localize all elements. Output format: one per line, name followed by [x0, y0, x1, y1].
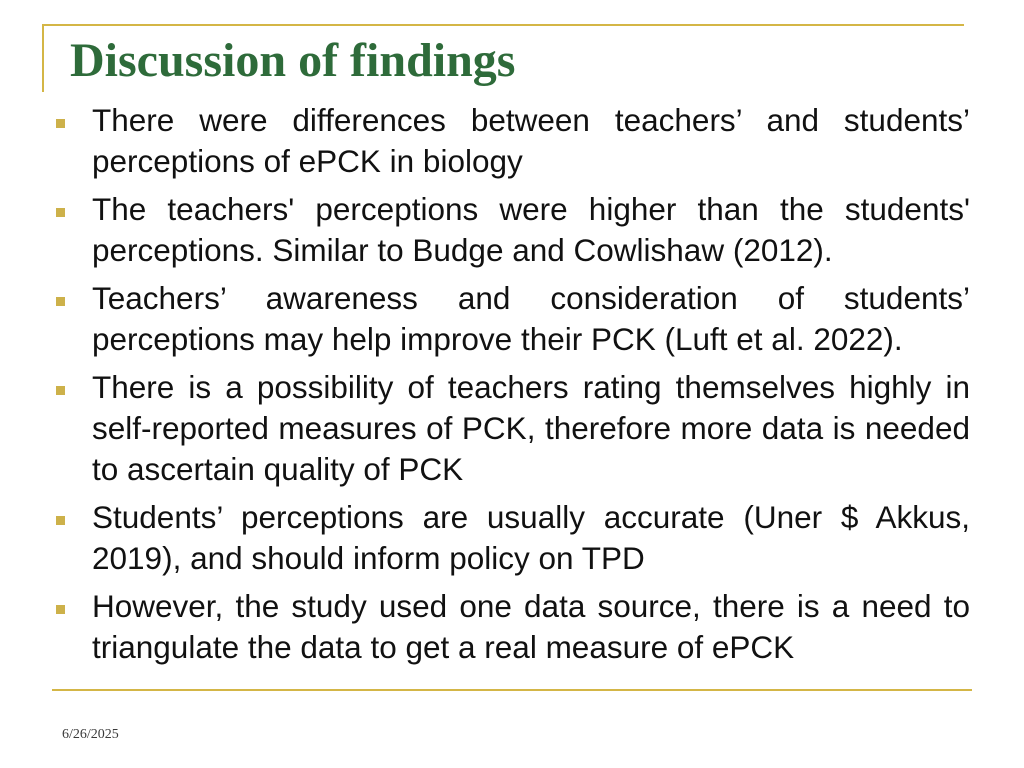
footer-divider-line	[52, 689, 972, 691]
bullet-text: The teachers' perceptions were higher than the students' perceptions. Similar to Budge and Cowlishaw (2012).	[92, 191, 970, 268]
bullet-item	[56, 586, 970, 668]
square-bullet-icon	[56, 516, 65, 525]
bullet-item	[56, 497, 970, 579]
square-bullet-icon	[56, 605, 65, 614]
bullet-item	[56, 278, 970, 360]
bullet-list	[56, 100, 970, 675]
bullet-text: There is a possibility of teachers rating themselves highly in self-reported measures of PCK, therefore more data is needed to ascertain quality of PCK	[92, 369, 970, 487]
square-bullet-icon	[56, 297, 65, 306]
square-bullet-icon	[56, 208, 65, 217]
square-bullet-icon	[56, 386, 65, 395]
slide-title: Discussion of findings	[70, 34, 516, 87]
bullet-item	[56, 189, 970, 271]
bullet-item	[56, 367, 970, 490]
frame-top-line	[42, 24, 964, 26]
bullet-text: Teachers’ awareness and consideration of students’ perceptions may help improve their PCK (Luft et al. 2022).	[92, 280, 970, 357]
bullet-text: However, the study used one data source, there is a need to triangulate the data to get a real measure of ePCK	[92, 588, 970, 665]
square-bullet-icon	[56, 119, 65, 128]
footer-date: 6/26/2025	[62, 727, 119, 742]
bullet-text: Students’ perceptions are usually accurate (Uner $ Akkus, 2019), and should inform policy on TPD	[92, 499, 970, 576]
bullet-item	[56, 100, 970, 182]
bullet-text: There were differences between teachers’ and students’ perceptions of ePCK in biology	[92, 102, 970, 179]
frame-left-line	[42, 24, 44, 92]
